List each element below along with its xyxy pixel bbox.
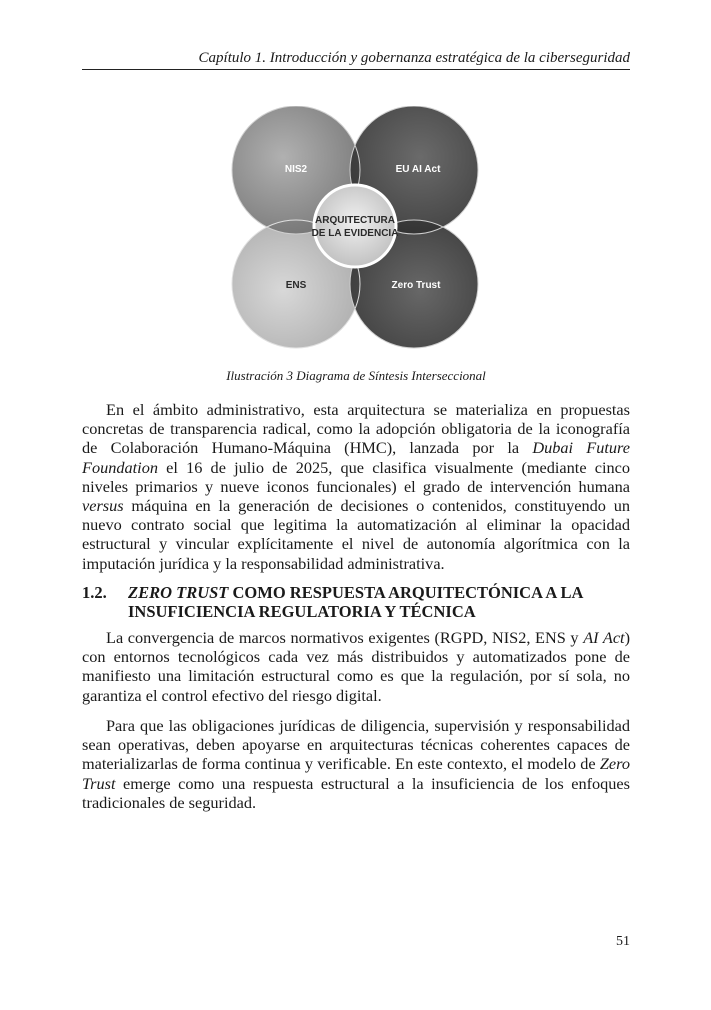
paragraph-hmc: En el ámbito administrativo, esta arquitectura se materializa en propuestas concretas de transparencia radical, como la adopción obligatoria de la iconografía de Colaboración Humano-Máquina (HMC), lanzada por la Dubai Future Foundation el 16 de julio de 2025, que clasifica visualmente (mediante cinco niveles primarios y nueve iconos funcionales) el grado de intervención humana versus máquina en la generación de decisiones o contenidos, constituyendo un nuevo contrato social que legitima la automatización al eliminar la opacidad estructural y vincular explícitamente el nivel de autonomía algorítmica con la imputación jurídica y la responsabilidad administrativa.	[82, 400, 631, 573]
venn-label-top-left: NIS2	[284, 164, 308, 175]
section-heading	[82, 583, 642, 621]
running-header: Capítulo 1. Introducción y gobernanza estratégica de la ciberseguridad	[82, 50, 630, 70]
venn-label-bottom-right: Zero Trust	[391, 280, 441, 291]
venn-label-top-right: EU AI Act	[395, 164, 441, 175]
venn-center-label-line1: ARQUITECTURA	[315, 215, 395, 226]
page-number: 51	[616, 934, 630, 949]
venn-diagram	[228, 106, 484, 362]
section-number: 1.2.	[82, 583, 107, 602]
paragraph-obligations: Para que las obligaciones jurídicas de diligencia, supervisión y responsabilidad sean operativas, deben apoyarse en arquitecturas técnicas coherentes capaces de materializarlas de forma continua y verificable. En este contexto, el modelo de Zero Trust emerge como una respuesta estructural a la insuficiencia de los enfoques tradicionales de seguridad.	[82, 716, 630, 812]
paragraph-convergence: La convergencia de marcos normativos exigentes (RGPD, NIS2, ENS y AI Act) con entornos tecnológicos cada vez más distribuidos y automatizados pone de manifiesto una limitación estructural como es que la regulación, por sí sola, no garantiza el control efectivo del riesgo digital.	[82, 628, 630, 705]
venn-label-bottom-left: ENS	[285, 280, 307, 291]
section-title: ZERO TRUST COMO RESPUESTA ARQUITECTÓNICA A LA INSUFICIENCIA REGULATORIA Y TÉCNICA	[128, 583, 583, 621]
venn-diagram-figure	[228, 106, 484, 362]
venn-center-circle	[314, 185, 396, 267]
venn-center-label-line2: DE LA EVIDENCIA	[311, 228, 399, 239]
figure-caption: Ilustración 3 Diagrama de Síntesis Interseccional	[226, 368, 486, 383]
